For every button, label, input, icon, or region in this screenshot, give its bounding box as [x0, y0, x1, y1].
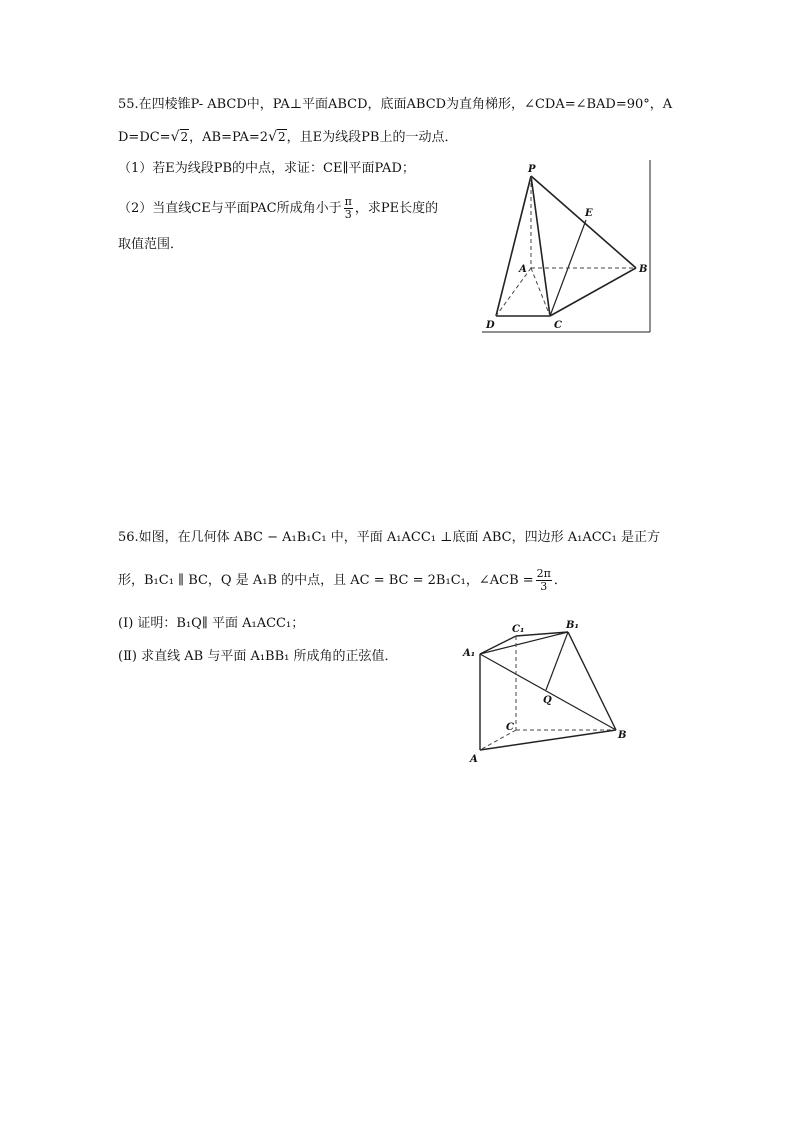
label-A: A [519, 264, 527, 275]
pi-over-3-fraction: $\frac{\pi}{3}$ [344, 195, 352, 221]
solid-figure [460, 618, 640, 768]
q56-line2 [118, 568, 567, 593]
q55-part1: （1）若E为线段PB的中点，求证：CE∥平面PAD； [118, 161, 415, 176]
label-Q: Q [543, 695, 552, 706]
q56-part1: (Ⅰ) 证明：B₁Q∥ 平面 A₁ACC₁； [118, 616, 305, 631]
label-B: B [639, 264, 648, 275]
label-C: C [554, 320, 562, 331]
q55-part2-line2: 取值范围． [118, 237, 184, 252]
q55-line1: 55.在四棱锥P- ABCD中，PA⊥平面ABCD，底面ABCD为直角梯形，∠CDA=∠BAD=90°，A [118, 97, 673, 112]
sqrt-2-b: √2 [268, 129, 286, 145]
label-A: A [470, 754, 478, 765]
label-B: B [618, 730, 627, 741]
q55-part2-post: ，求PE长度的 [354, 201, 439, 216]
label-A1: A₁ [463, 648, 476, 659]
label-D: D [486, 320, 495, 331]
q56-line1: 56.如图，在几何体 ABC − A₁B₁C₁ 中，平面 A₁ACC₁ ⊥底面 ABC，四边形 A₁ACC₁ 是正方 [118, 530, 660, 545]
label-E: E [585, 208, 593, 219]
q55-line2-pre: D=DC= [118, 130, 171, 145]
two-pi-over-3-fraction: $\frac{2\pi}{3}$ [536, 567, 551, 593]
q55-line2-mid: ，AB=PA=2 [189, 130, 269, 145]
label-B1: B₁ [566, 620, 579, 631]
q56-line2-post: ． [553, 573, 567, 588]
q56-line2-pre: 形，B₁C₁ ∥ BC，Q 是 A₁B 的中点，且 AC = BC = 2B₁C₁，∠ACB = [118, 573, 534, 588]
q55-part2-pre: （2）当直线CE与平面PAC所成角小于 [118, 201, 342, 216]
label-C1: C₁ [512, 624, 525, 635]
q56-part2: (Ⅱ) 求直线 AB 与平面 A₁BB₁ 所成角的正弦值． [118, 649, 398, 664]
q55-line2 [118, 128, 457, 147]
sqrt-2-a: √2 [170, 129, 189, 145]
q55-part2 [118, 196, 438, 221]
label-C: C [506, 722, 514, 733]
label-P: P [528, 164, 536, 175]
pyramid-figure [478, 158, 658, 338]
q55-line2-post: ，且E为线段PB上的一动点． [286, 130, 458, 145]
